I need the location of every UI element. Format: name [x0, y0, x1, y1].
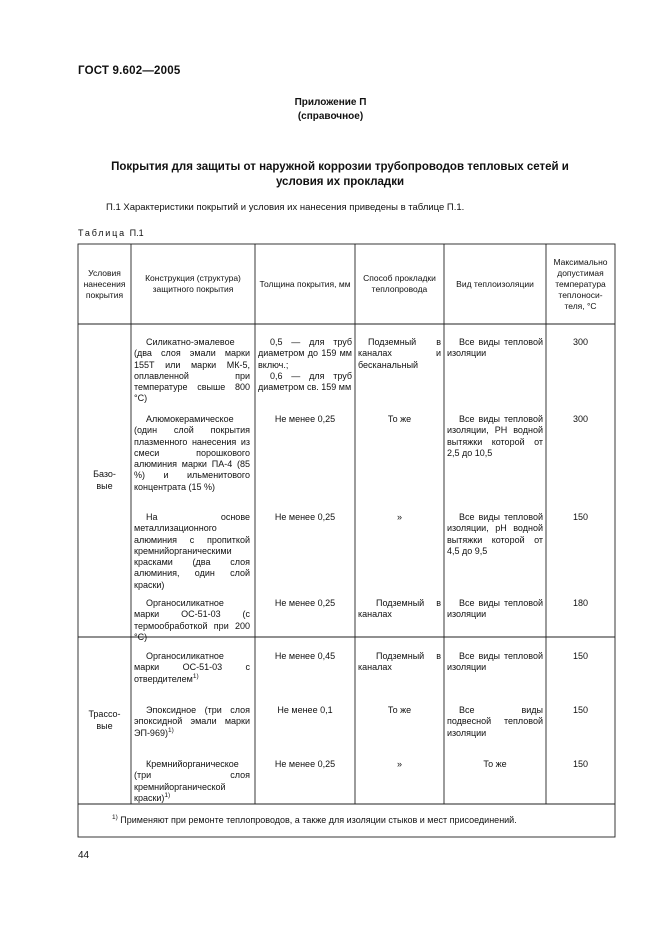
- construction-text: Органосиликатное марки ОС-51-03 с отвердителем: [134, 651, 250, 684]
- title-line: условия их прокладки: [275, 176, 405, 188]
- insulation-cell: То же: [483, 759, 507, 769]
- method-cell: »: [396, 512, 402, 522]
- method-cell: Подземный в каналах и бесканальный: [358, 337, 441, 370]
- column-header-construction: Конструкция (структура) защитного покрытия: [145, 273, 241, 294]
- column-header-max-temp: Максимально допустимая температура теплоноси- теля, °C: [553, 256, 608, 311]
- table-caption-number: П.1: [129, 228, 144, 238]
- thickness-cell: Не менее 0,1: [277, 705, 333, 715]
- thickness-cell: Не менее 0,25: [274, 598, 336, 608]
- column-header-method: Способ прокладки теплопровода: [363, 273, 436, 294]
- insulation-cell: Все виды тепловой изоляции: [447, 598, 543, 620]
- thickness-cell: Не менее 0,45: [274, 651, 336, 661]
- thickness-cell: Не менее 0,25: [274, 414, 336, 424]
- group-label-base: Базо- вые: [93, 469, 116, 491]
- insulation-cell: Все виды тепловой изоляции: [447, 651, 543, 673]
- construction-cell: Алюмокерамическое (один слой покрытия плазменного нанесения из смеси порошкового алюминия марки ПА-4 (85 %) и ильменитового концентрата (15 %): [134, 414, 250, 492]
- thickness-line: 0,6 — для труб диаметром св. 159 мм: [258, 370, 352, 393]
- appendix-type: (справочное): [297, 111, 364, 122]
- max-temp-cell: 150: [572, 759, 589, 769]
- standard-number: ГОСТ 9.602—2005: [78, 65, 181, 77]
- method-cell: »: [396, 759, 402, 769]
- thickness-cell: Не менее 0,25: [274, 759, 336, 769]
- thickness-line: 0,5 — для труб диаметром до 159 мм включ.;: [258, 337, 352, 370]
- insulation-cell: Все виды тепловой изоляции, РН водной вытяжки которой от 2,5 до 10,5: [447, 414, 543, 458]
- construction-cell: Силикатно-эмалевое (два слоя эмали марки 155Т или марки МК-5, оплавленной при температуре свыше 800 °C): [134, 337, 250, 404]
- max-temp-cell: 300: [572, 414, 589, 424]
- construction-text: Эпоксидное (три слоя эпоксидной эмали марки ЭП-969): [134, 705, 250, 738]
- insulation-cell: Все виды тепловой изоляции: [447, 337, 543, 359]
- method-cell: Подземный в каналах: [358, 651, 441, 673]
- max-temp-cell: 180: [572, 598, 589, 608]
- max-temp-cell: 300: [572, 337, 589, 347]
- footnote-ref: 1): [167, 726, 174, 734]
- footnote-ref: 1): [164, 791, 171, 799]
- max-temp-cell: 150: [572, 705, 589, 715]
- intro-paragraph: П.1 Характеристики покрытий и условия их нанесения приведены в таблице П.1.: [106, 202, 465, 213]
- footnote-mark: 1): [112, 814, 118, 821]
- insulation-cell: Все виды тепловой изоляции, рН водной вытяжки которой от 4,5 до 9,5: [447, 512, 543, 556]
- footnote-text: Применяют при ремонте теплопроводов, а также для изоляции стыков и мест присоединений.: [120, 815, 517, 825]
- table-footnote: [112, 815, 517, 825]
- column-header-conditions: Условия нанесения покрытия: [83, 267, 126, 300]
- title-line: Покрытия для защиты от наружной коррозии трубопроводов тепловых сетей и: [111, 161, 569, 173]
- method-cell: То же: [387, 705, 412, 715]
- group-label-route: Трассо- вые: [88, 709, 121, 731]
- thickness-cell: [258, 337, 352, 393]
- column-header-thickness: Толщина покрытия, мм: [259, 278, 351, 289]
- insulation-cell: Все виды подвесной тепловой изоляции: [447, 705, 543, 738]
- thickness-cell: Не менее 0,25: [274, 512, 336, 522]
- construction-cell: Органосиликатное марки ОС-51-03 (с термообработкой при 200 °C): [134, 598, 250, 642]
- max-temp-cell: 150: [572, 651, 589, 661]
- max-temp-cell: 150: [572, 512, 589, 522]
- construction-cell: На основе металлизационного алюминия с пропиткой кремнийорганическими красками (два слоя алюминия, один слой краски): [134, 512, 250, 590]
- method-cell: Подземный в каналах: [358, 598, 441, 620]
- column-header-insulation: Вид теплоизоляции: [456, 278, 534, 289]
- page-number: 44: [78, 850, 90, 861]
- construction-cell: [134, 705, 250, 739]
- construction-cell: [134, 651, 250, 685]
- construction-cell: [134, 759, 250, 804]
- table-caption-word: Таблица: [78, 228, 126, 238]
- method-cell: То же: [387, 414, 412, 424]
- construction-text: Кремнийорганическое (три слоя кремнийорганической краски): [134, 759, 250, 803]
- footnote-ref: 1): [192, 672, 199, 680]
- appendix-title: Приложение П: [294, 97, 367, 108]
